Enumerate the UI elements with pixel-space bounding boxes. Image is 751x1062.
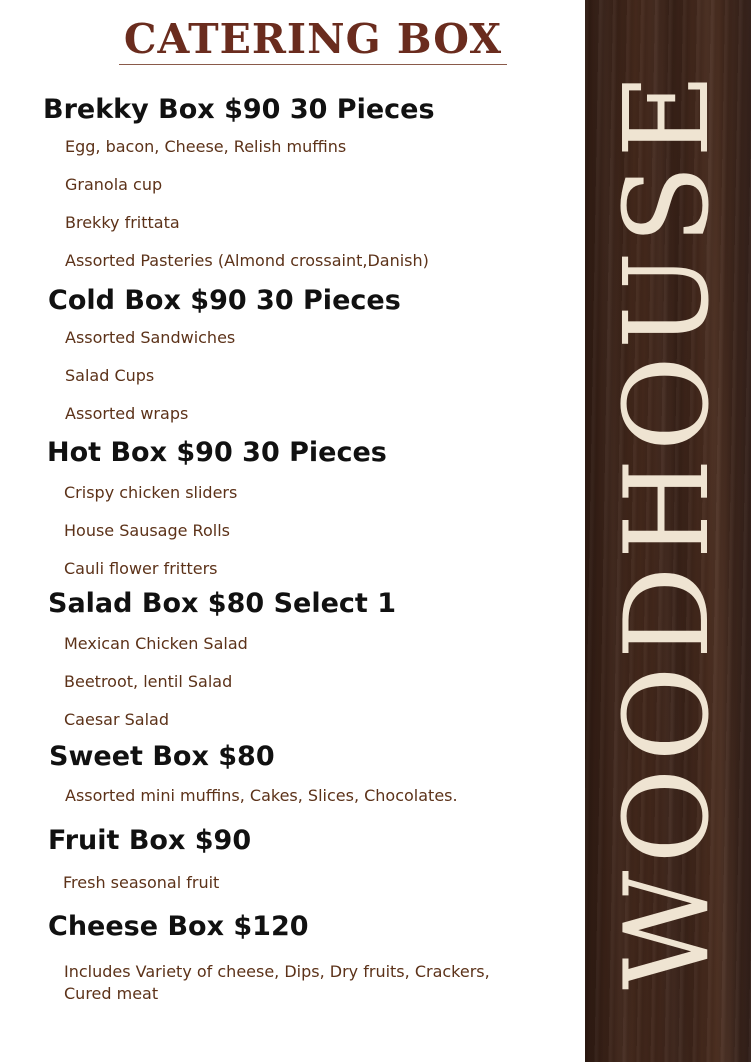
section-heading: Cheese Box $120 — [48, 911, 309, 942]
section-heading: Cold Box $90 30 Pieces — [48, 285, 401, 316]
list-item: Egg, bacon, Cheese, Relish muffins — [65, 137, 347, 156]
list-item: Crispy chicken sliders — [64, 483, 238, 502]
list-item: Assorted Pasteries (Almond crossaint,Danish) — [65, 251, 429, 270]
list-item: Beetroot, lentil Salad — [64, 672, 233, 691]
title-divider — [119, 64, 507, 65]
section-heading: Sweet Box $80 — [49, 741, 275, 772]
item-list — [0, 482, 585, 580]
item-list — [0, 633, 585, 731]
list-item: Fresh seasonal fruit — [63, 873, 220, 892]
section-cold-box — [0, 285, 585, 425]
list-item: Assorted mini muffins, Cakes, Slices, Chocolates. — [65, 786, 458, 805]
section-hot-box — [0, 437, 585, 580]
item-list — [0, 136, 585, 272]
list-item: Brekky frittata — [65, 213, 180, 232]
section-sweet-box — [0, 741, 585, 807]
section-salad-box — [0, 588, 585, 731]
wood-sidebar — [585, 0, 751, 1062]
list-item: Includes Variety of cheese, Dips, Dry fruits, Crackers, Cured meat — [64, 962, 490, 1003]
section-heading: Brekky Box $90 30 Pieces — [43, 94, 435, 125]
section-brekky-box — [0, 94, 585, 272]
section-heading: Salad Box $80 Select 1 — [48, 588, 396, 619]
page-title: CATERING BOX — [123, 15, 503, 63]
section-heading: Hot Box $90 30 Pieces — [47, 437, 387, 468]
item-list — [0, 327, 585, 425]
section-cheese-box — [0, 911, 585, 1005]
item-list — [0, 961, 585, 1005]
list-item: House Sausage Rolls — [64, 521, 230, 540]
list-item: Assorted Sandwiches — [65, 328, 236, 347]
item-list — [0, 785, 585, 807]
list-item: Caesar Salad — [64, 710, 169, 729]
item-list — [0, 872, 585, 894]
brand-wordmark: WOODHOUSE — [600, 66, 735, 990]
section-heading: Fruit Box $90 — [48, 825, 252, 856]
list-item: Granola cup — [65, 175, 163, 194]
list-item: Assorted wraps — [65, 404, 189, 423]
list-item: Cauli flower fritters — [64, 559, 218, 578]
section-fruit-box — [0, 825, 585, 894]
list-item: Mexican Chicken Salad — [64, 634, 248, 653]
list-item: Salad Cups — [65, 366, 155, 385]
